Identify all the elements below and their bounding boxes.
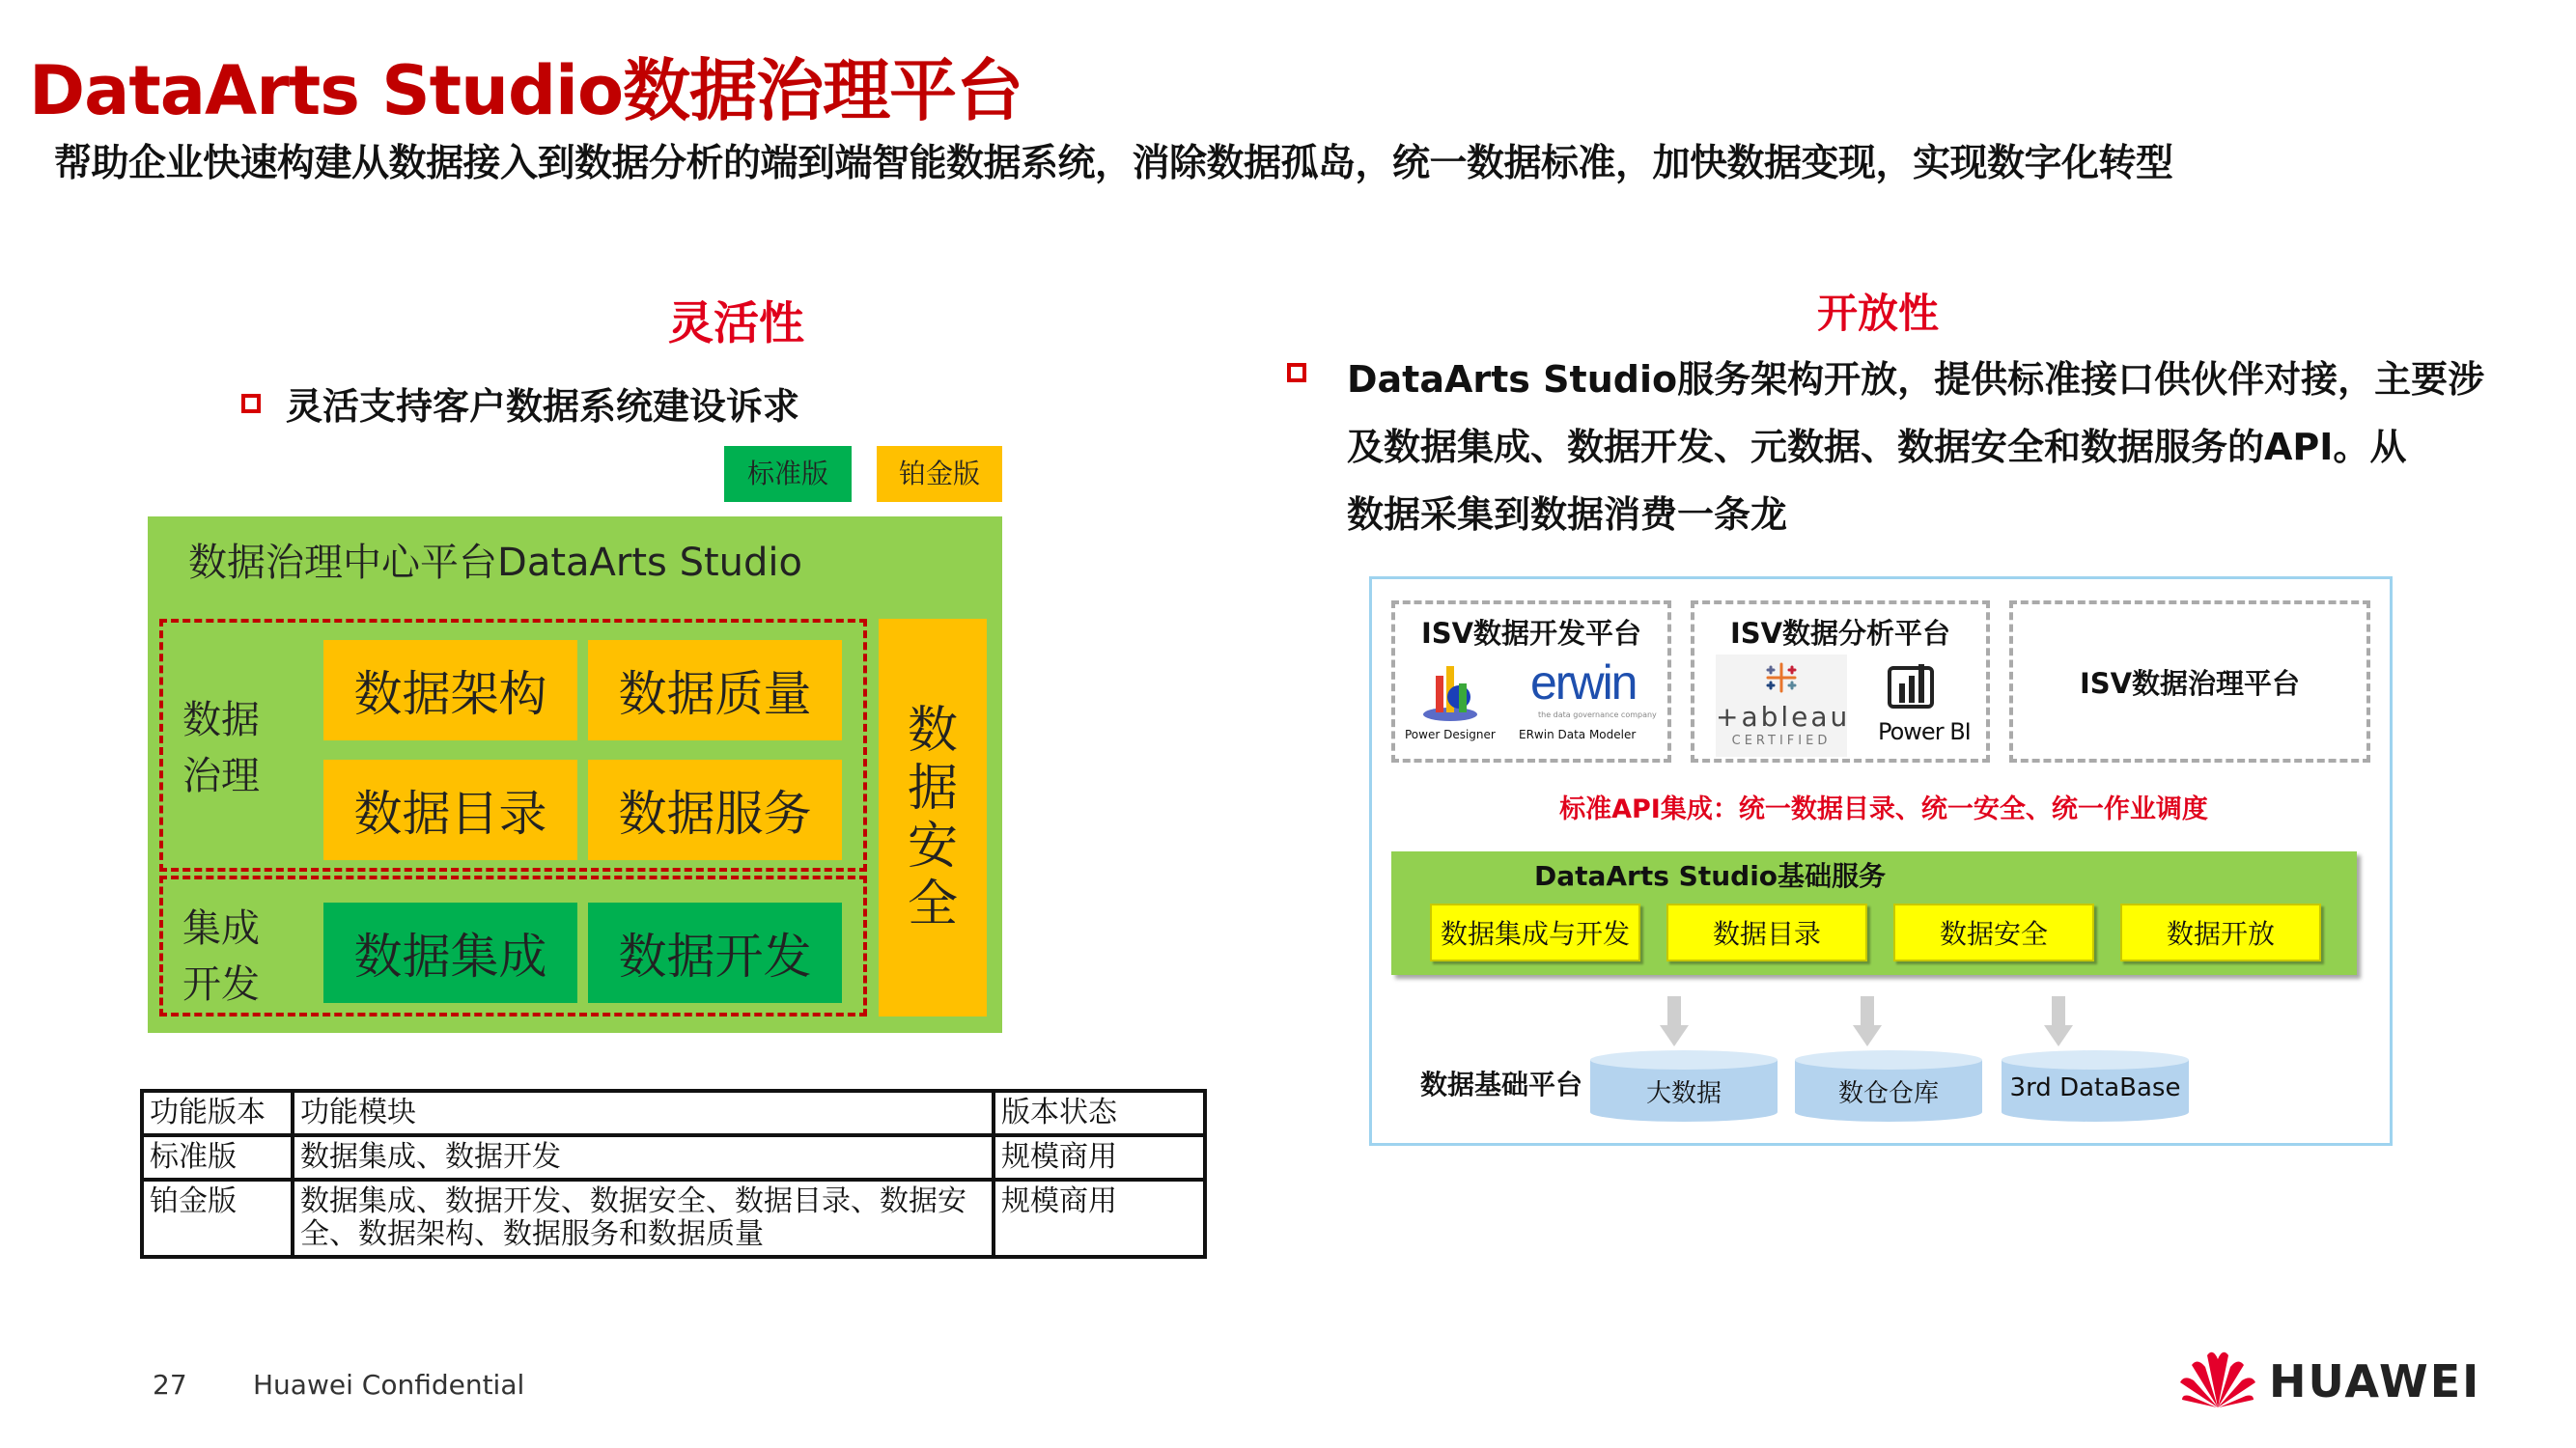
flexibility-heading: 灵活性 (668, 297, 804, 350)
power-designer-icon (1416, 658, 1484, 726)
table-cell: 标准版 (142, 1135, 293, 1180)
service-open: 数据开放 (2120, 904, 2321, 961)
feature-table (140, 1089, 1207, 1259)
confidential-label: Huawei Confidential (253, 1369, 525, 1401)
table-cell: 规模商用 (994, 1135, 1205, 1180)
storage-label: 3rd DataBase (2009, 1073, 2181, 1102)
tableau-certified: CERTIFIED (1731, 734, 1832, 748)
power-bi-caption: Power BI (1878, 718, 1971, 745)
module-data-catalog: 数据目录 (323, 760, 577, 860)
module-data-quality: 数据质量 (588, 640, 842, 740)
openness-heading: 开放性 (1817, 290, 1940, 337)
flexibility-bullet-text: 灵活支持客户数据系统建设诉求 (286, 385, 800, 428)
module-data-architecture: 数据架构 (323, 640, 577, 740)
foundation-label: 数据基础平台 (1420, 1069, 1583, 1100)
page-title: DataArts Studio数据治理平台 (29, 51, 1023, 130)
service-security: 数据安全 (1893, 904, 2094, 961)
isv-dev-platform (1391, 600, 1671, 763)
table-header-cell: 功能模块 (293, 1091, 994, 1135)
tableau-wordmark: +ableau (1716, 701, 1851, 733)
openness-line: DataArts Studio服务架构开放，提供标准接口供伙伴对接，主要涉 (1347, 358, 2485, 401)
module-data-security (879, 619, 987, 1016)
isv-governance-platform (2009, 600, 2370, 763)
module-data-integration: 数据集成 (323, 903, 577, 1003)
platform-diagram (148, 516, 1002, 1033)
integration-label-line: 集成 (182, 906, 260, 951)
module-data-development: 数据开发 (588, 903, 842, 1003)
platinum-badge: 铂金版 (877, 446, 1002, 502)
storage-warehouse (1795, 1050, 1982, 1122)
down-arrow-icon (1853, 996, 1882, 1046)
bullet-square-icon (241, 394, 261, 413)
table-header-row (142, 1091, 1205, 1135)
table-row (142, 1180, 1205, 1257)
openness-bullet-text (1347, 346, 2484, 548)
bullet-square-icon (1287, 363, 1306, 382)
table-cell: 数据集成、数据开发、数据安全、数据目录、数据安全、数据架构、数据服务和数据质量 (293, 1180, 994, 1257)
api-integration-line: 标准API集成：统一数据目录、统一安全、统一作业调度 (1559, 794, 2208, 824)
integration-label-line: 开发 (182, 962, 260, 1007)
isv-dev-title: ISV数据开发平台 (1420, 617, 1642, 650)
down-arrow-icon (1660, 996, 1689, 1046)
erwin-caption: ERwin Data Modeler (1519, 728, 1637, 741)
storage-third-party-db (2002, 1050, 2189, 1122)
down-arrow-icon (2044, 996, 2073, 1046)
security-char: 据 (907, 760, 958, 818)
power-designer-caption: Power Designer (1405, 728, 1496, 741)
isv-analysis-platform (1691, 600, 1990, 763)
base-services-title: DataArts Studio基础服务 (1533, 860, 1887, 892)
governance-label (175, 692, 267, 804)
isv-governance-title: ISV数据治理平台 (2079, 666, 2301, 700)
security-char: 全 (907, 876, 958, 933)
table-cell: 规模商用 (994, 1180, 1205, 1257)
power-bi-icon (1884, 658, 1942, 712)
flexibility-bullet (241, 376, 799, 430)
page-number: 27 (153, 1369, 187, 1401)
integration-label (175, 901, 267, 1013)
page-subtitle: 帮助企业快速构建从数据接入到数据分析的端到端智能数据系统，消除数据孤岛，统一数据标准，加快数据变现，实现数字化转型 (54, 142, 2173, 185)
isv-analysis-title: ISV数据分析平台 (1729, 617, 1951, 650)
service-catalog: 数据目录 (1666, 904, 1867, 961)
security-char: 数 (907, 702, 958, 760)
service-integration-dev: 数据集成与开发 (1430, 904, 1640, 961)
governance-label-line: 治理 (182, 754, 260, 798)
storage-big-data (1590, 1050, 1778, 1122)
table-cell: 铂金版 (142, 1180, 293, 1257)
erwin-logo: erwin (1530, 655, 1637, 710)
storage-label: 数仓仓库 (1837, 1079, 1939, 1108)
governance-label-line: 数据 (182, 698, 260, 742)
table-cell: 数据集成、数据开发 (293, 1135, 994, 1180)
huawei-logo-icon (2178, 1346, 2257, 1409)
storage-label: 大数据 (1645, 1079, 1722, 1108)
table-row (142, 1135, 1205, 1180)
huawei-wordmark: HUAWEI (2269, 1355, 2481, 1407)
architecture-diagram (1369, 576, 2393, 1146)
module-data-service: 数据服务 (588, 760, 842, 860)
erwin-tagline: the data governance company (1538, 710, 1657, 719)
openness-line: 及数据集成、数据开发、元数据、数据安全和数据服务的API。从 (1347, 426, 2407, 468)
table-header-cell: 功能版本 (142, 1091, 293, 1135)
platform-title: 数据治理中心平台DataArts Studio (188, 541, 802, 585)
security-char: 安 (907, 818, 958, 876)
standard-badge: 标准版 (724, 446, 852, 502)
tableau-icon (1764, 658, 1799, 697)
openness-line: 数据采集到数据消费一条龙 (1347, 493, 1788, 536)
base-services-bar (1391, 851, 2357, 975)
tableau-badge (1716, 654, 1851, 757)
table-header-cell: 版本状态 (994, 1091, 1205, 1135)
